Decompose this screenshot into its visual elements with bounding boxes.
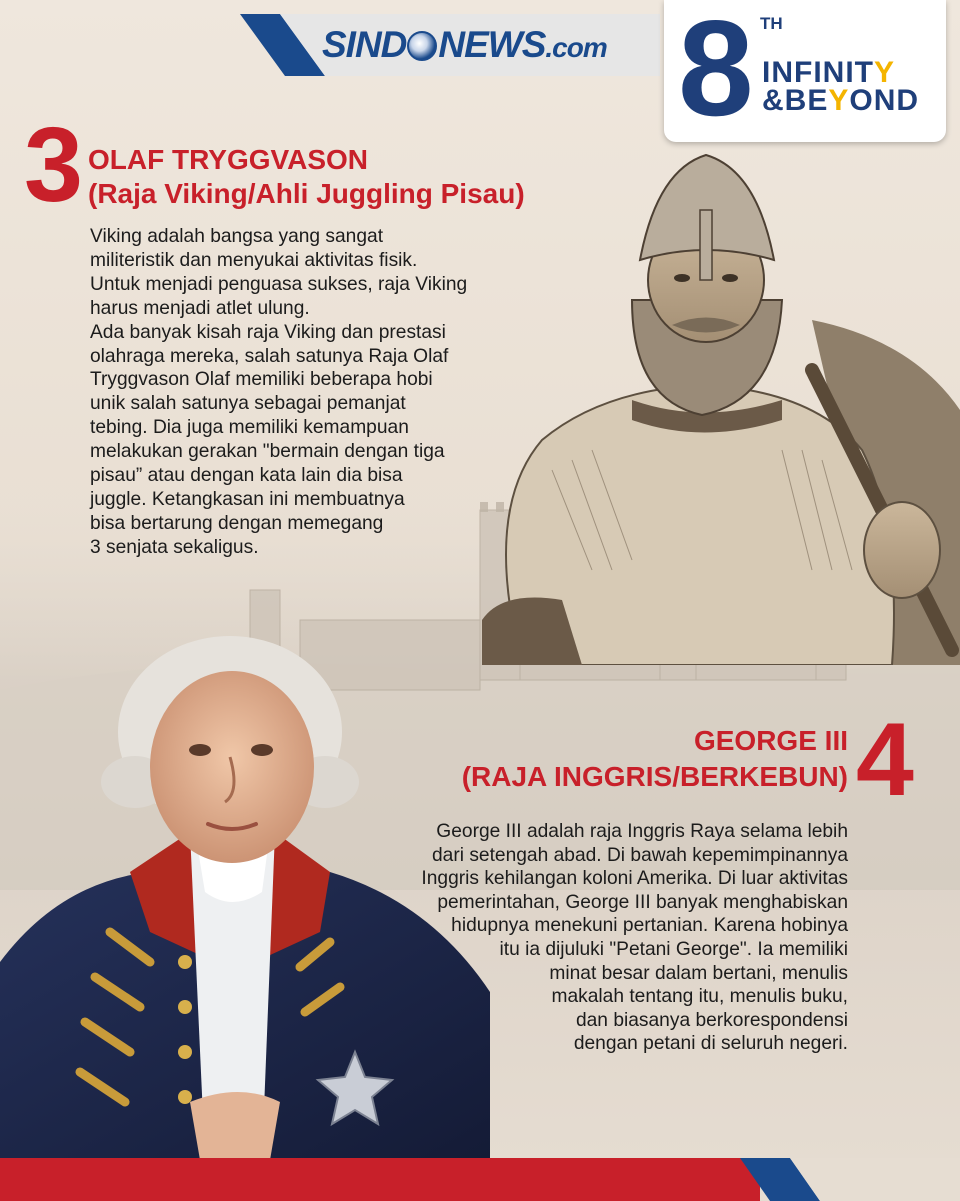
section-4-line: dari setengah abad. Di bawah kepemimpinannya bbox=[432, 844, 848, 866]
section-3-line: melakukan gerakan "bermain dengan tiga bbox=[90, 441, 445, 463]
section-3-line: 3 senjata sekaligus. bbox=[90, 536, 259, 558]
section-3-line: harus menjadi atlet ulung. bbox=[90, 297, 310, 319]
section-3-line: pisau” atau dengan kata lain dia bisa bbox=[90, 465, 403, 487]
globe-icon bbox=[407, 31, 437, 61]
section-3-number: 3 bbox=[24, 106, 83, 224]
section-3-line: Ada banyak kisah raja Viking dan prestasi bbox=[90, 321, 446, 343]
olaf-tryggvason-illustration bbox=[482, 150, 960, 665]
sindonews-logo[interactable] bbox=[322, 24, 607, 66]
section-3-line: bisa bertarung dengan memegang bbox=[90, 512, 384, 534]
section-4-line: minat besar dalam bertani, menulis bbox=[549, 962, 848, 984]
section-4-line: pemerintahan, George III banyak menghabiskan bbox=[437, 891, 848, 913]
section-3-line: tebing. Dia juga memiliki kemampuan bbox=[90, 417, 409, 439]
tagline-beyond-c: OND bbox=[849, 84, 920, 117]
section-4-number: 4 bbox=[856, 702, 914, 818]
logo-suffix-text: .com bbox=[545, 32, 607, 63]
section-3-line: militeristik dan menyukai aktivitas fisik. bbox=[90, 249, 418, 271]
section-4-body bbox=[330, 820, 848, 1056]
section-4-line: Inggris kehilangan koloni Amerika. Di luar aktivitas bbox=[421, 868, 848, 890]
section-3-title-line2: (Raja Viking/Ahli Juggling Pisau) bbox=[88, 178, 525, 209]
section-3-line: unik salah satunya sebagai pemanjat bbox=[90, 393, 406, 415]
section-3-line: Untuk menjadi penguasa sukses, raja Viking bbox=[90, 273, 468, 295]
section-4-title-line1: GEORGE III bbox=[693, 725, 848, 756]
section-4-line: hidupnya menekuni pertanian. Karena hobinya bbox=[451, 915, 848, 937]
section-3-title-line1: OLAF TRYGGVASON bbox=[88, 144, 368, 175]
section-3-line: juggle. Ketangkasan ini membuatnya bbox=[90, 488, 405, 510]
tagline-beyond-a: &BE bbox=[762, 84, 829, 117]
logo-left-text: SIND bbox=[322, 24, 407, 65]
section-3-line: Viking adalah bangsa yang sangat bbox=[90, 226, 384, 247]
section-3-title bbox=[88, 143, 648, 211]
tagline-infinity-b: Y bbox=[874, 56, 896, 89]
section-3-body bbox=[90, 225, 540, 560]
section-3-line: olahraga mereka, salah satunya Raja Olaf bbox=[90, 345, 449, 367]
tagline-beyond bbox=[762, 84, 919, 118]
section-4-line: itu ia dijuluki "Petani George". Ia memiliki bbox=[499, 938, 848, 960]
section-4-line: makalah tentang itu, menulis buku, bbox=[551, 986, 848, 1008]
section-4-title bbox=[340, 723, 848, 795]
section-4-line: dengan petani di seluruh negeri. bbox=[573, 1033, 848, 1055]
anniversary-number: 8 bbox=[678, 0, 754, 144]
section-4-line: dan biasanya berkorespondensi bbox=[575, 1009, 848, 1031]
footer-stripe bbox=[0, 1158, 960, 1201]
tagline-beyond-b: Y bbox=[828, 84, 850, 117]
anniversary-suffix: TH bbox=[760, 14, 783, 33]
tagline-infinity-a: INFINIT bbox=[762, 56, 874, 89]
section-4-line: George III adalah raja Inggris Raya selama lebih bbox=[436, 821, 848, 842]
section-3-line: Tryggvason Olaf memiliki beberapa hobi bbox=[90, 369, 433, 391]
logo-right-text: NEWS bbox=[438, 24, 546, 65]
section-4-title-line2: (RAJA INGGRIS/BERKEBUN) bbox=[461, 761, 848, 792]
anniversary-badge bbox=[664, 0, 946, 142]
